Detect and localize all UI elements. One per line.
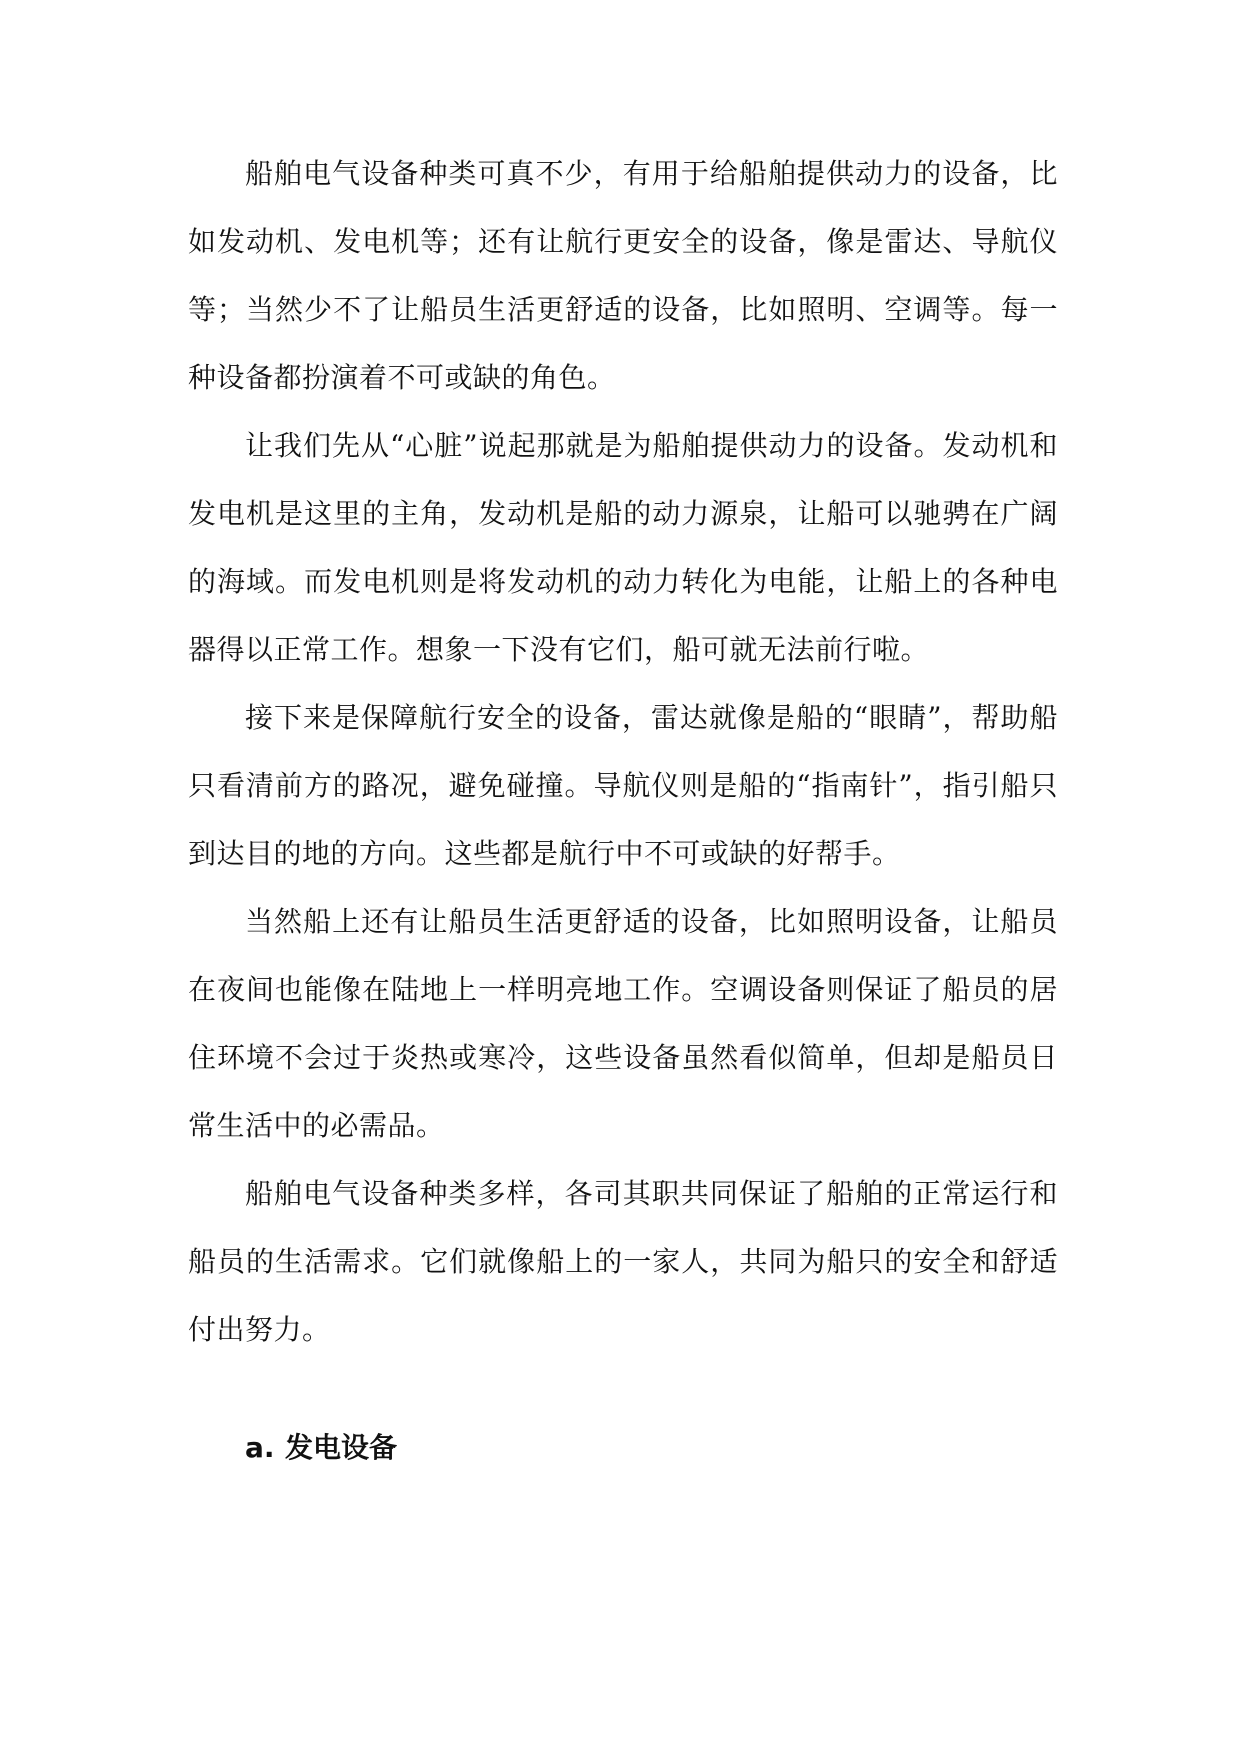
section-heading-text: 发电设备: [285, 1431, 398, 1464]
section-heading: [188, 1414, 1058, 1482]
paragraph-4: 当然船上还有让船员生活更舒适的设备，比如照明设备，让船员在夜间也能像在陆地上一样明亮地工作。空调设备则保证了船员的居住环境不会过于炎热或寒冷，这些设备虽然看似简单，但却是船员日常生活中的必需品。: [188, 905, 1058, 1142]
paragraph-2: 让我们先从“心脏”说起那就是为船舶提供动力的设备。发动机和发电机是这里的主角，发动机是船的动力源泉，让船可以驰骋在广阔的海域。而发电机则是将发动机的动力转化为电能，让船上的各种电器得以正常工作。想象一下没有它们，船可就无法前行啦。: [188, 429, 1058, 666]
paragraph-5: 船舶电气设备种类多样，各司其职共同保证了船舶的正常运行和船员的生活需求。它们就像船上的一家人，共同为船只的安全和舒适付出努力。: [188, 1177, 1058, 1346]
paragraph-1: 船舶电气设备种类可真不少，有用于给船舶提供动力的设备，比如发动机、发电机等；还有让航行更安全的设备，像是雷达、导航仪等；当然少不了让船员生活更舒适的设备，比如照明、空调等。每一种设备都扮演着不可或缺的角色。: [188, 157, 1058, 394]
section-heading-marker: a.: [245, 1431, 275, 1464]
document-body: [188, 140, 1058, 1482]
paragraph-3: 接下来是保障航行安全的设备，雷达就像是船的“眼睛”，帮助船只看清前方的路况，避免碰撞。导航仪则是船的“指南针”，指引船只到达目的地的方向。这些都是航行中不可或缺的好帮手。: [188, 701, 1058, 870]
